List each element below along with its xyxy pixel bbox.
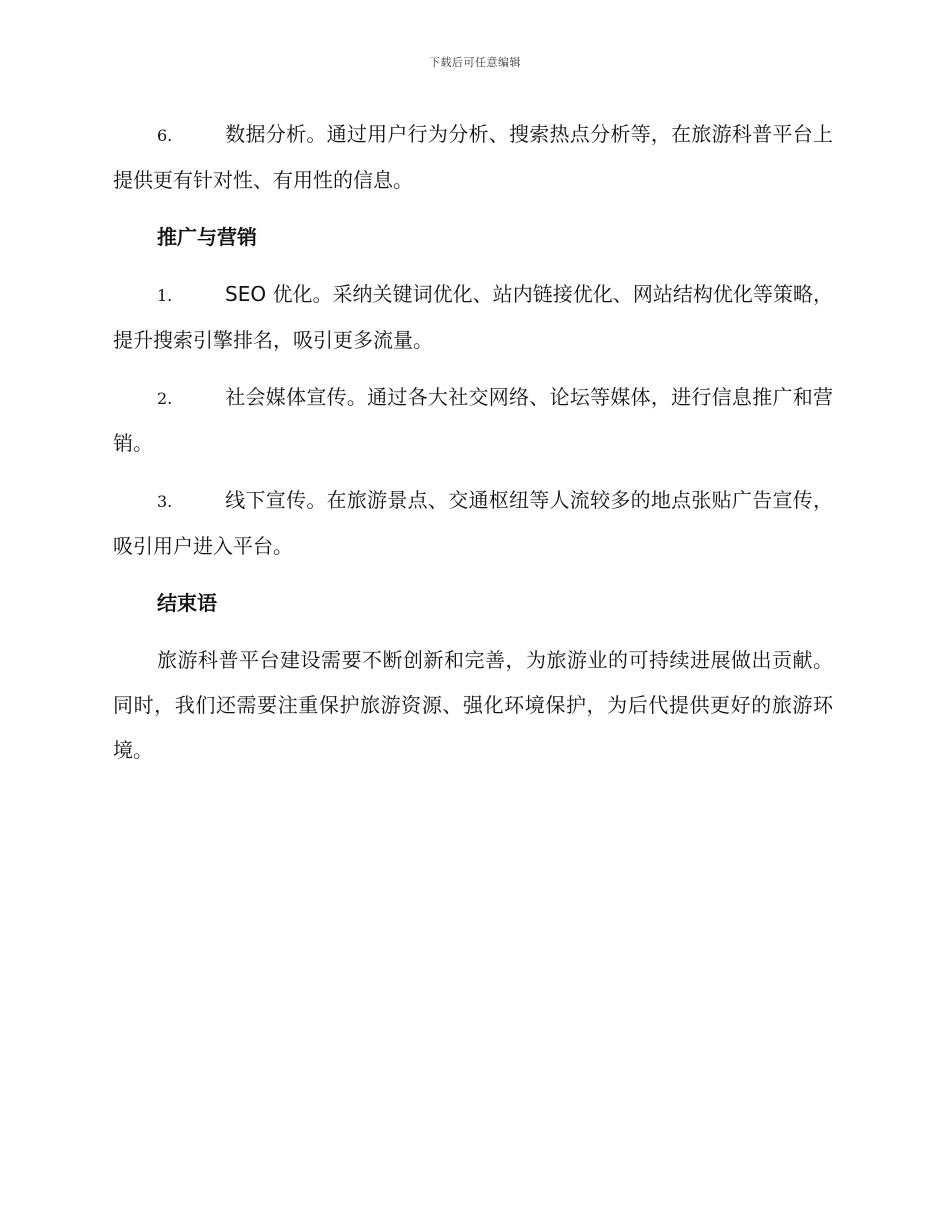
list-item-text: 数据分析。通过用户行为分析、搜索热点分析等，在旅游科普平台上提供更有针对性、有用性的信息。	[113, 122, 833, 192]
list-number: 6.	[157, 126, 173, 145]
document-body	[113, 112, 833, 785]
list-item-seo	[113, 272, 833, 363]
section-heading-promotion: 推广与营销	[157, 225, 257, 249]
page-header-note: 下载后可任意编辑	[429, 56, 521, 69]
list-number: 2.	[157, 389, 173, 408]
conclusion-paragraph: 旅游科普平台建设需要不断创新和完善，为旅游业的可持续进展做出贡献。同时，我们还需要注重保护旅游资源、强化环境保护，为后代提供更好的旅游环境。	[113, 648, 833, 762]
list-item-text: 线下宣传。在旅游景点、交通枢纽等人流较多的地点张贴广告宣传，吸引用户进入平台。	[113, 488, 833, 558]
list-item-social-media	[113, 375, 833, 466]
section-heading-conclusion: 结束语	[157, 591, 217, 615]
list-number: 3.	[157, 492, 173, 511]
list-item-text: 社会媒体宣传。通过各大社交网络、论坛等媒体，进行信息推广和营销。	[113, 385, 833, 455]
list-item-offline	[113, 478, 833, 569]
list-item-text: SEO 优化。采纳关键词优化、站内链接优化、网站结构优化等策略，提升搜索引擎排名，吸引更多流量。	[113, 282, 833, 352]
list-item-data-analysis	[113, 112, 833, 203]
list-number: 1.	[157, 286, 173, 305]
